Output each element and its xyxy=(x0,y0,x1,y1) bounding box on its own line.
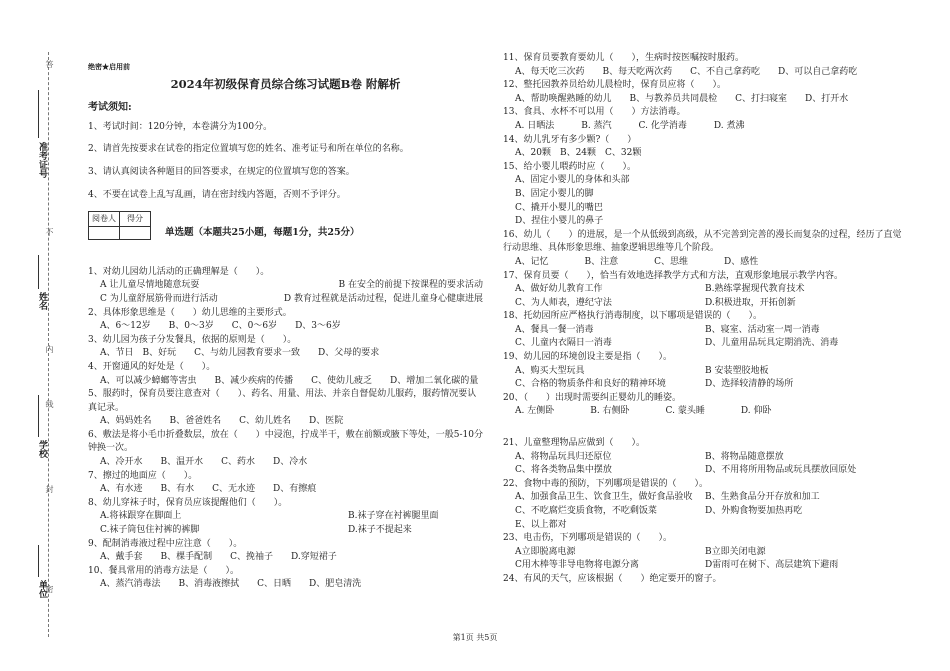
margin-label-xuexiao: 学校 xyxy=(37,440,47,458)
question-item xyxy=(503,134,903,161)
score-table-header: 阅卷人 xyxy=(89,212,120,227)
secret-mark: 绝密★启用前 xyxy=(88,62,130,71)
option-row xyxy=(515,559,903,573)
margin-label-xingming: 姓名 xyxy=(37,292,47,310)
option: C用木棒等非导电物将电源分离 xyxy=(515,560,639,571)
margin-field-zhunkaozheng xyxy=(38,90,39,138)
question-item xyxy=(503,310,903,351)
margin-tick: 内 xyxy=(45,345,54,353)
option: D、儿童用品玩具定期消洗、消毒 xyxy=(705,338,839,349)
option-row xyxy=(100,293,483,307)
option: C、儿童内衣隔日一消毒 xyxy=(515,338,612,349)
option: A、做好幼儿教育工作 xyxy=(515,284,603,295)
margin-tick: 答 xyxy=(45,60,54,68)
question-text: 6、敷法是将小毛巾折叠数层，放在（ ）中浸泡，拧成半干，敷在前额或腋下等处，一般5-10分钟换一次。 xyxy=(88,429,483,454)
question-text: 22、食物中毒的预防，下列哪项是错误的（ ）。 xyxy=(503,478,708,489)
question-item xyxy=(88,470,483,497)
question-text: 1、对幼儿园幼儿活动的正确理解是（ ）。 xyxy=(88,266,270,277)
margin-tick: 封 xyxy=(45,485,54,493)
option: C、将各类物品集中摆放 xyxy=(515,465,612,476)
margin-tick: 不 xyxy=(45,228,54,236)
option-line: A、可以减少蟑螂等害虫 B、减少疾病的传播 C、使幼儿疲乏 D、增加二氧化碳的量 xyxy=(100,375,479,386)
option-line: D、捏住小婴儿的鼻子 xyxy=(515,216,604,227)
score-row xyxy=(88,211,483,240)
option: A、购买大型玩具 xyxy=(515,365,585,376)
question-text: 14、幼儿乳牙有多少颗?（ ） xyxy=(503,134,637,145)
option-line: A、每天吃三次药 B、每天吃两次药 C、不自己拿药吃 D、可以自己拿药吃 xyxy=(515,66,858,77)
option-line: A、帮助唤醒熟睡的幼儿 B、与教养员共同晨检 C、打扫寝室 D、打开水 xyxy=(515,93,849,104)
option-line: A、20颗 B、24颗 C、32颗 xyxy=(515,148,642,159)
option-row xyxy=(515,378,903,392)
option-line: E、以上都对 xyxy=(515,519,567,530)
question-text: 12、整托园教养员给幼儿晨检时，保育员应将（ ）。 xyxy=(503,80,726,91)
option: D雷雨可在树下、高层建筑下避雨 xyxy=(705,560,839,571)
option-line: C、撬开小婴儿的嘴巴 xyxy=(515,202,603,213)
option-line: A、节日 B、好玩 C、与幼儿园教育要求一致 D、父母的要求 xyxy=(100,348,380,359)
question-list-left xyxy=(88,266,483,592)
option: C、不吃腐烂变质食物，不吃剩饭菜 xyxy=(515,506,657,516)
option: B.熟练掌握现代教育技术 xyxy=(705,284,805,295)
question-item xyxy=(88,538,483,565)
option-line: A、冷开水 B、温开水 C、药水 D、冷水 xyxy=(100,457,308,468)
question-item xyxy=(503,392,903,419)
question-item xyxy=(503,52,903,79)
page-footer: 第1页 共5页 xyxy=(452,633,498,642)
margin-field-danwei xyxy=(38,545,39,577)
question-item xyxy=(503,351,903,392)
score-table-cell[interactable] xyxy=(120,226,151,239)
option: A、餐具一餐一消毒 xyxy=(515,324,594,335)
notice-item: 1、考试时间：120分钟，本卷满分为100分。 xyxy=(88,121,273,132)
option: D.袜子不提起来 xyxy=(348,525,412,536)
option: B、生熟食品分开存放和加工 xyxy=(705,492,820,503)
score-table-header: 得分 xyxy=(120,212,151,227)
option-line: A、6～12岁 B、0～3岁 C、0～6岁 D、3～6岁 xyxy=(100,321,341,332)
question-text: 9、配制消毒液过程中应注意（ ）。 xyxy=(88,538,243,549)
notice-heading: 考试须知: xyxy=(88,102,132,114)
option: A、将物品玩具归还原位 xyxy=(515,451,612,462)
question-text: 20、（ ）出现时需要纠正婴幼儿的睡姿。 xyxy=(503,392,681,403)
option-row xyxy=(515,546,903,560)
question-item xyxy=(88,361,483,388)
option: C、合格的物质条件和良好的精神环境 xyxy=(515,379,666,390)
option: D.积极进取，开拓创新 xyxy=(705,297,796,308)
margin-tick: 线 xyxy=(45,400,54,408)
option-line: A、固定小婴儿的身体和头部 xyxy=(515,175,630,186)
option: B立即关闭电源 xyxy=(705,546,766,557)
question-item xyxy=(503,229,903,270)
option-row xyxy=(515,365,903,379)
question-item xyxy=(503,478,903,532)
question-text: 3、幼儿园为孩子分发餐具，依据的原则是（ ）。 xyxy=(88,334,297,345)
option: C 为儿童舒展筋骨而进行活动 xyxy=(100,293,218,304)
question-list-right xyxy=(503,52,903,587)
question-item xyxy=(88,429,483,470)
option-line: A、有水迹 B、有水 C、无水迹 D、有擦痕 xyxy=(100,484,317,495)
margin-field-xingming xyxy=(38,255,39,289)
option-row xyxy=(515,283,903,297)
question-item xyxy=(88,388,483,429)
question-text: 17、保育员要（ ），恰当有效地选择教学方式和方法，直观形象地展示教学内容。 xyxy=(503,270,843,281)
option-line: A、妈妈姓名 B、爸爸姓名 C、幼儿姓名 D、医院 xyxy=(100,416,344,427)
option-row xyxy=(515,505,903,519)
option: B、将物品随意摆放 xyxy=(705,451,784,462)
option-line: A、记忆 B、注意 C、思维 D、感性 xyxy=(515,256,759,267)
option-row xyxy=(515,464,903,478)
question-text: 15、给小婴儿喂药时应（ ）。 xyxy=(503,161,636,172)
option: B、寝室、活动室一周一消毒 xyxy=(705,324,820,335)
question-text: 18、托幼园所应严格执行消毒制度，以下哪项是错误的（ ）。 xyxy=(503,311,762,322)
option: B 安装塑胶地板 xyxy=(705,365,769,376)
margin-label-danwei: 单位 xyxy=(37,580,47,598)
question-text: 4、开窗通风的好处是（ ）。 xyxy=(88,361,216,372)
score-table xyxy=(88,211,151,240)
margin-label-zhunkaozheng: 准考证号 xyxy=(37,142,47,178)
option: C、为人师表，遵纪守法 xyxy=(515,297,612,308)
margin-tick: 密 xyxy=(45,585,54,593)
question-item xyxy=(88,266,483,307)
option: D、外购食物要加热再吃 xyxy=(705,506,803,516)
option-row xyxy=(515,451,903,465)
option-line: B、固定小婴儿的脚 xyxy=(515,188,594,199)
option: A 让儿童尽情地随意玩耍 xyxy=(100,280,200,291)
exam-title: 2024年初级保育员综合练习试题B卷 附解析 xyxy=(170,76,401,91)
section-heading: 单选题（本题共25小题，每题1分，共25分） xyxy=(165,227,360,239)
question-item xyxy=(88,497,483,538)
option-line: A、戴手套 B、棵手配制 C、挽袖子 D.穿短裙子 xyxy=(100,552,337,563)
question-item xyxy=(88,334,483,361)
option: D、不用将所用物品或玩具摆放回原处 xyxy=(705,465,857,476)
question-text: 8、幼儿穿袜子时，保育员应该提醒他们（ ）。 xyxy=(88,497,288,508)
question-item xyxy=(88,307,483,334)
question-text: 7、擦过的地面应（ ）。 xyxy=(88,470,198,481)
option: A、加强食品卫生、饮食卫生，做好食品验收 xyxy=(515,492,693,503)
option-row xyxy=(100,279,483,293)
question-text: 13、食具、水杯不可以用（ ）方法消毒。 xyxy=(503,107,686,118)
option-line: A、蒸汽消毒法 B、消毒液擦拭 C、日晒 D、肥皂清洗 xyxy=(100,579,362,590)
option: B 在安全的前提下按课程的要求活动 xyxy=(338,280,483,291)
question-text: 5、服药时，保育员要注意查对（ ）、药名、用量、用法、并亲自督促幼儿服药，服药情况要认真记录。 xyxy=(88,389,477,413)
question-item xyxy=(503,532,903,573)
option-row xyxy=(100,510,483,524)
notice-item: 4、不要在试卷上乱写乱画，请在密封线内答题，否则不予评分。 xyxy=(88,189,346,200)
question-item xyxy=(503,573,903,587)
option-row xyxy=(515,337,903,351)
question-text: 21、儿童整理物品应做到（ ）。 xyxy=(503,438,645,449)
margin-field-xuexiao xyxy=(38,395,39,437)
right-column xyxy=(503,52,903,587)
question-text: 24、有风的天气，应该根据（ ）绝定要开的窗子。 xyxy=(503,573,722,584)
question-text: 10、餐具常用的消毒方法是（ ）。 xyxy=(88,565,239,576)
question-item xyxy=(503,106,903,133)
option-line: A. 日晒法 B. 蒸汽 C. 化学消毒 D. 煮沸 xyxy=(515,120,745,131)
question-item xyxy=(503,270,903,311)
option-line: A. 左侧卧 B. 右侧卧 C. 蒙头睡 D. 仰卧 xyxy=(515,406,772,417)
question-item xyxy=(503,79,903,106)
score-table-cell[interactable] xyxy=(89,226,120,239)
option: D、选择较清静的场所 xyxy=(705,379,794,390)
option-row xyxy=(515,491,903,505)
question-item xyxy=(88,565,483,592)
question-text: 2、具体形象思维是（ ）幼儿思维的主要形式。 xyxy=(88,307,292,318)
spacer xyxy=(503,419,903,437)
notice-item: 2、请首先按要求在试卷的指定位置填写您的姓名、准考证号和所在单位的名称。 xyxy=(88,144,409,155)
option: C.袜子筒包住衬裤的裤脚 xyxy=(100,525,200,536)
option: B.袜子穿在衬裤腿里面 xyxy=(348,511,439,522)
option: A立即脱离电源 xyxy=(515,546,576,557)
question-text: 16、幼儿（ ）的进展，是一个从低级到高级，从不完善到完善的漫长而复杂的过程，经历了直觉行动思维、具体形象思维、抽象逻辑思维等几个阶段。 xyxy=(503,229,902,254)
notice-item: 3、请认真阅读各种题目的回答要求，在规定的位置填写您的答案。 xyxy=(88,166,355,177)
question-text: 11、保育员要教育要幼儿（ ），生病时按医嘱按时服药。 xyxy=(503,53,744,63)
option-row xyxy=(100,524,483,538)
question-item xyxy=(503,437,903,478)
option-row xyxy=(515,324,903,338)
question-text: 23、电击伤，下列哪项是错误的（ ）。 xyxy=(503,533,672,544)
option: D 教育过程就是活动过程，促进儿童身心健康进展 xyxy=(283,293,483,304)
option: A.将袜跟穿在脚面上 xyxy=(100,511,182,522)
question-item xyxy=(503,161,903,229)
option-row xyxy=(515,297,903,311)
left-column xyxy=(88,60,483,592)
question-text: 19、幼儿园的环境创设主要是指（ ）。 xyxy=(503,352,672,363)
